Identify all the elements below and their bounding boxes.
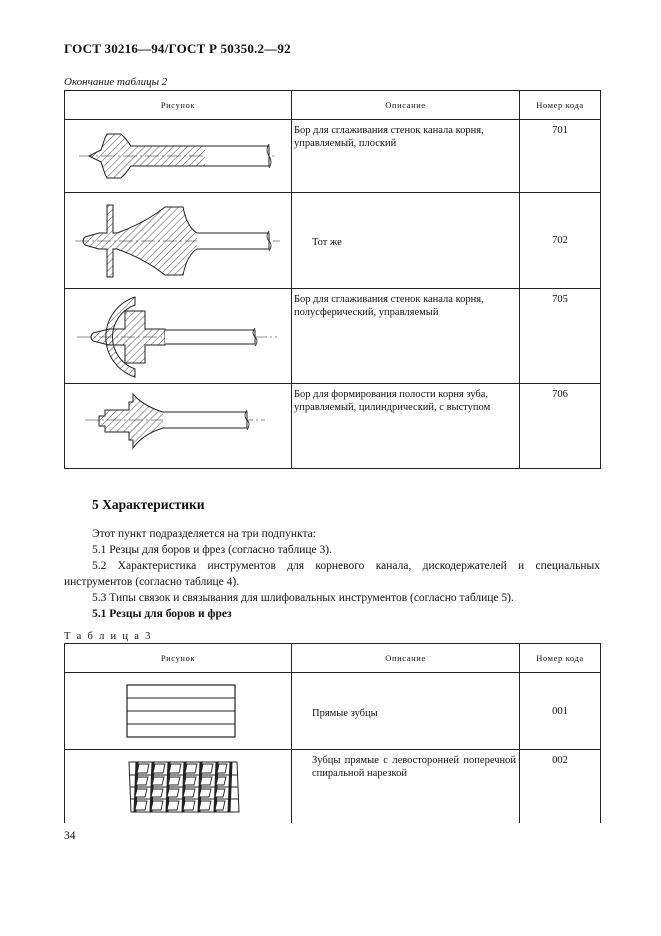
section-item-5-3: 5.3 Типы связок и связывания для шлифовальных инструментов (согласно таблице 5). [92,592,514,604]
bur-flat-wide-icon [65,193,291,288]
table2-figure-cell [65,289,292,384]
straight-teeth-icon [65,673,291,749]
section-item-5-1: 5.1 Резцы для боров и фрез (согласно таблице 3). [92,544,332,556]
subsection-title: 5.1 Резцы для боров и фрез [92,608,232,620]
table2-code-cell: 705 [520,289,601,384]
bur-flat-icon [65,120,291,192]
document-header-code: ГОСТ 30216—94/ГОСТ Р 50350.2—92 [64,41,291,56]
table3-header-code: Номер кода [520,644,601,673]
table-row [65,193,601,289]
table3-figure-cell [65,673,292,750]
table3-code-cell: 002 [520,750,601,823]
table2-description-cell: Бор для сглаживания стенок канала корня, полусферический, управляемый [292,289,520,384]
table-row [65,384,601,469]
table2-description-cell: Тот же [292,193,520,289]
table2-figure-cell [65,384,292,469]
table3-header-figure: Рисунок [65,644,292,673]
table2-description-cell: Бор для формирования полости корня зуба, управляемый, цилиндрический, с выступом [292,384,520,469]
table2-code-cell: 701 [520,120,601,193]
table2 [64,90,601,469]
table3-code-cell: 001 [520,673,601,750]
table2-caption: Окончание таблицы 2 [64,76,168,88]
table2-code-cell: 706 [520,384,601,469]
table3-description-cell: Зубцы прямые с левосторонней поперечной спиральной нарезкой [292,750,520,823]
bur-cylindrical-icon [65,384,291,468]
table2-code-cell: 702 [520,193,601,289]
table-row [65,289,601,384]
table3-header-row [65,644,601,673]
table2-header-description: Описание [292,91,520,120]
table3 [64,643,601,823]
section-intro: Этот пункт подразделяется на три подпункта: [92,528,316,540]
table2-figure-cell [65,193,292,289]
section-title: 5 Характеристики [92,497,205,512]
bur-hemispherical-icon [65,289,291,383]
table3-caption: Т а б л и ц а 3 [64,631,153,642]
table2-header-code: Номер кода [520,91,601,120]
table2-header-figure: Рисунок [65,91,292,120]
table-row [65,120,601,193]
table-row [65,673,601,750]
table3-figure-cell [65,750,292,823]
table3-header-description: Описание [292,644,520,673]
spiral-cut-teeth-icon [65,750,291,820]
section-item-5-2: 5.2 Характеристика инструментов для корневого канала, дискодержателей и специальных инструментов (согласно таблице 4). [64,560,600,588]
table-row [65,750,601,823]
table3-description-cell: Прямые зубцы [292,673,520,750]
table2-figure-cell [65,120,292,193]
table2-description-cell: Бор для сглаживания стенок канала корня, управляемый, плоский [292,120,520,193]
page-number: 34 [64,830,76,842]
table2-header-row [65,91,601,120]
